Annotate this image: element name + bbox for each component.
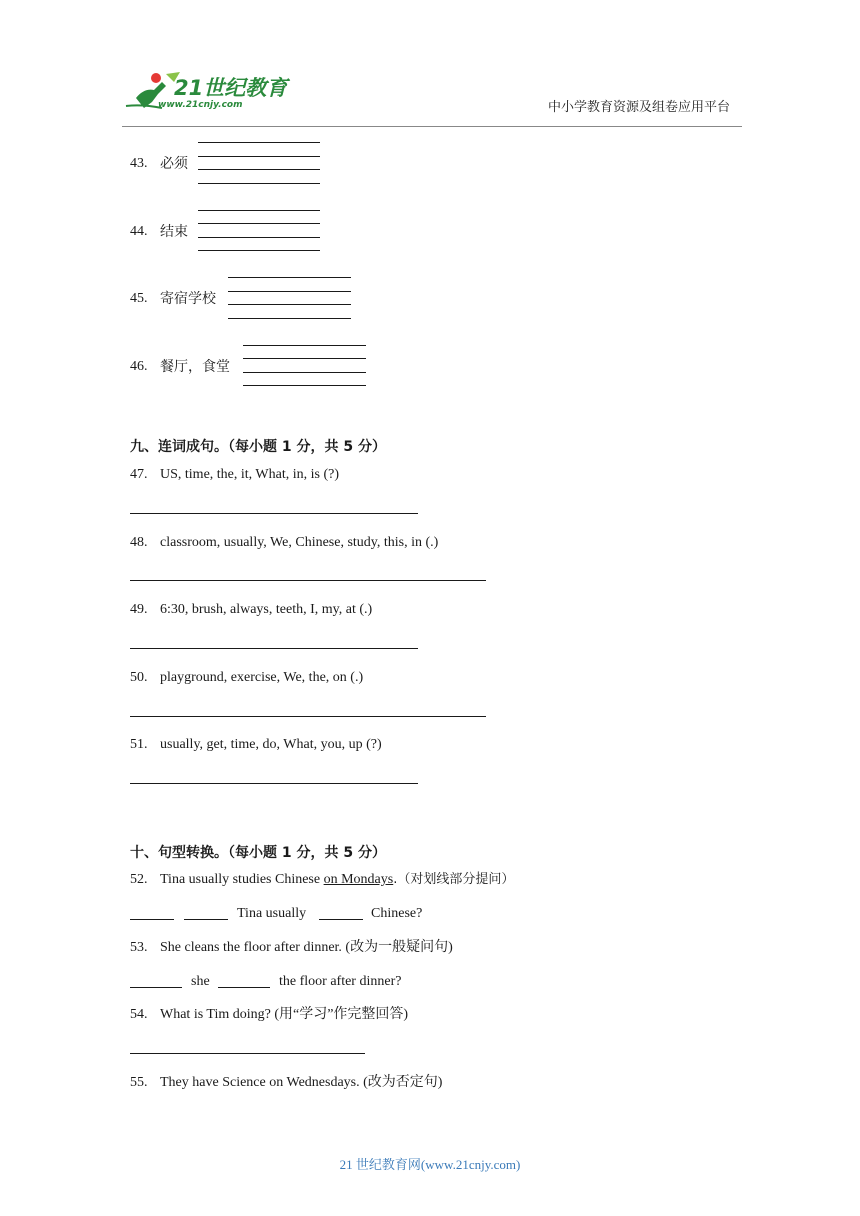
answer-blank[interactable] [130,987,182,988]
header-divider [122,126,742,127]
answer-line[interactable] [243,372,366,373]
item-number: 54. [130,1007,148,1022]
answer-line[interactable] [198,223,320,224]
item-number: 53. [130,940,148,955]
question-text: US, time, the, it, What, in, is (?) [160,467,339,482]
answer-text: Chinese? [371,906,423,921]
platform-name: 中小学教育资源及组卷应用平台 [547,100,730,115]
logo [122,68,292,116]
logo-url: www.21cnjy.com [158,100,243,110]
answer-line[interactable] [198,169,320,170]
item-number: 48. [130,535,148,550]
answer-line[interactable] [243,358,366,359]
question-text: classroom, usually, We, Chinese, study, this, in (.) [160,535,439,550]
answer-line[interactable] [130,513,418,514]
question-text: usually, get, time, do, What, you, up (?) [160,737,382,752]
answer-line[interactable] [198,183,320,184]
answer-blank[interactable] [319,919,363,920]
question-text [160,871,514,889]
answer-line[interactable] [130,1053,365,1054]
footer-link[interactable]: 21 世纪教育网(www.21cnjy.com) [339,1157,521,1172]
underlined-phrase: on Mondays [323,872,394,887]
answer-line[interactable] [198,142,320,143]
answer-line[interactable] [228,304,351,305]
answer-line[interactable] [130,580,486,581]
question-text: playground, exercise, We, the, on (.) [160,670,364,685]
answer-text: she [191,974,210,989]
item-number: 51. [130,737,148,752]
answer-line[interactable] [228,291,351,292]
item-number: 43. [130,156,148,171]
item-number: 46. [130,359,148,374]
item-number: 50. [130,670,148,685]
item-number: 44. [130,224,148,239]
question-instruction: .（对划线部分提问） [393,872,515,887]
item-number: 52. [130,872,148,887]
item-number: 45. [130,291,148,306]
answer-line[interactable] [130,648,418,649]
answer-line[interactable] [198,156,320,157]
item-number: 55. [130,1075,148,1090]
question-text-before: Tina usually studies Chinese [160,872,324,887]
answer-line[interactable] [243,345,366,346]
answer-line[interactable] [228,318,351,319]
vocab-word: 结束 [160,224,188,240]
answer-blank[interactable] [130,919,174,920]
question-text: 6:30, brush, always, teeth, I, my, at (.) [160,602,373,617]
answer-text: Tina usually [237,906,307,921]
question-text: What is Tim doing? (用“学习”作完整回答) [160,1007,409,1022]
answer-line[interactable] [130,716,486,717]
logo-text: 21世纪教育 [174,76,288,100]
section-10-title: 十、句型转换。（每小题 1 分，共 5 分） [130,845,386,861]
answer-line[interactable] [243,385,366,386]
question-text: She cleans the floor after dinner. (改为一般疑问句) [160,940,453,955]
answer-line[interactable] [198,237,320,238]
answer-text: the floor after dinner? [279,974,402,989]
item-number: 47. [130,467,148,482]
question-text: They have Science on Wednesdays. (改为否定句) [160,1075,443,1090]
answer-line[interactable] [198,250,320,251]
answer-line[interactable] [130,783,418,784]
answer-line[interactable] [228,277,351,278]
vocab-word: 必须 [160,156,188,172]
section-9-title: 九、连词成句。（每小题 1 分，共 5 分） [130,439,386,455]
answer-blank[interactable] [218,987,270,988]
answer-line[interactable] [198,210,320,211]
answer-blank[interactable] [184,919,228,920]
vocab-word: 寄宿学校 [160,291,216,307]
item-number: 49. [130,602,148,617]
vocab-word: 餐厅，食堂 [160,359,230,375]
